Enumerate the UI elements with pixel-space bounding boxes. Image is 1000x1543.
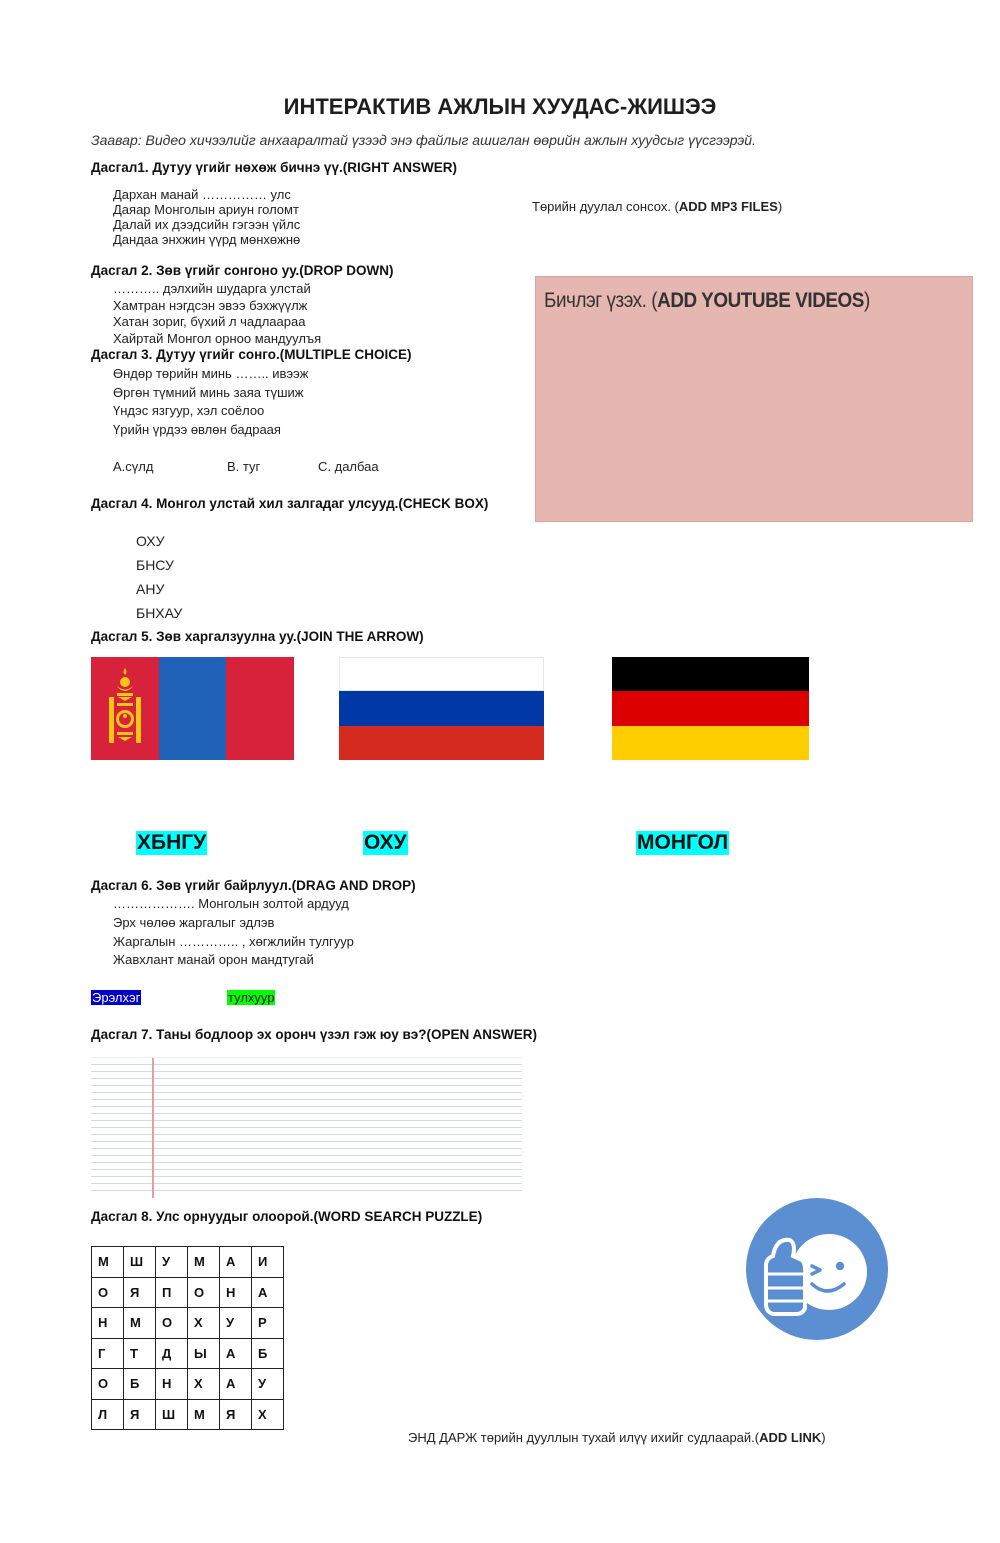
grid-cell[interactable]: А — [220, 1369, 252, 1400]
ex2-line: Хатан зориг, бүхий л чадлаараа — [113, 314, 306, 329]
grid-cell[interactable]: П — [156, 1277, 188, 1308]
grid-cell[interactable]: У — [220, 1308, 252, 1339]
ex6-line: Жаргалын ………….. , хөгжлийн тулгуур — [113, 934, 354, 949]
ex8-heading: Дасгал 8. Улс орнуудыг олоорой.(WORD SEARCH PUZZLE) — [91, 1209, 483, 1224]
instruction-text: Заавар: Видео хичээлийг анхааралтай үзээд энэ файлыг ашиглан өөрийн ажлын хуудсыг үүсгээрэй. — [91, 132, 756, 148]
grid-cell[interactable]: Д — [156, 1338, 188, 1369]
ex1-heading: Дасгал1. Дутуу үгийг нөхөж бичнэ үү.(RIGHT ANSWER) — [91, 160, 457, 175]
country-label-mongolia[interactable]: МОНГОЛ — [637, 831, 729, 854]
notebook-margin — [152, 1058, 154, 1198]
grid-cell[interactable]: И — [252, 1247, 284, 1278]
word-search-grid[interactable] — [91, 1246, 284, 1430]
drag-word[interactable]: тулхуур — [228, 990, 275, 1005]
video-label: Бичлэг үзэх. (ADD YOUTUBE VIDEOS) — [544, 289, 870, 312]
checkbox-item[interactable]: ОХУ — [136, 533, 165, 549]
ex3-line: Үндэс язгуур, хэл соёлоо — [113, 403, 265, 418]
grid-cell[interactable]: У — [156, 1247, 188, 1278]
ex2-heading: Дасгал 2. Зөв үгийг сонгоно уу.(DROP DOWN) — [91, 263, 394, 278]
germany-flag[interactable] — [612, 657, 809, 760]
mongolia-flag[interactable] — [91, 657, 294, 760]
ex1-line: Дандаа энхжин үүрд мөнхөжнө — [113, 232, 301, 247]
grid-cell[interactable]: Х — [252, 1399, 284, 1430]
grid-cell[interactable]: Н — [156, 1369, 188, 1400]
grid-cell[interactable]: М — [188, 1247, 220, 1278]
checkbox-item[interactable]: БНХАУ — [136, 605, 183, 621]
page-title: ИНТЕРАКТИВ АЖЛЫН ХУУДАС-ЖИШЭЭ — [283, 94, 717, 119]
grid-cell[interactable]: О — [156, 1308, 188, 1339]
grid-cell[interactable]: О — [92, 1277, 124, 1308]
grid-cell[interactable]: А — [252, 1277, 284, 1308]
ex1-line: Даяар Монголын ариун голомт — [113, 202, 299, 217]
ex6-heading: Дасгал 6. Зөв үгийг байрлуул.(DRAG AND DROP) — [91, 878, 416, 893]
grid-cell[interactable]: Р — [252, 1308, 284, 1339]
grid-cell[interactable]: Ы — [188, 1338, 220, 1369]
ex3-heading: Дасгал 3. Дутуу үгийг сонго.(MULTIPLE CHOICE) — [91, 347, 412, 362]
open-answer-area[interactable] — [91, 1057, 522, 1197]
ex3-option-a[interactable]: А.сүлд — [113, 459, 154, 474]
ex2-line: Хамтран нэгдсэн эвээ бэхжүүлж — [113, 298, 308, 313]
grid-cell[interactable]: М — [124, 1308, 156, 1339]
grid-cell[interactable]: М — [188, 1399, 220, 1430]
grid-cell[interactable]: Я — [124, 1399, 156, 1430]
add-link-text[interactable]: ЭНД ДАРЖ төрийн дууллын тухай илүү ихийг судлаарай.(ADD LINK) — [408, 1430, 826, 1445]
grid-cell[interactable]: Б — [124, 1369, 156, 1400]
ex3-line: Өндөр төрийн минь …….. ивээж — [113, 366, 309, 381]
grid-cell[interactable]: А — [220, 1247, 252, 1278]
russia-flag[interactable] — [339, 657, 544, 760]
grid-cell[interactable]: Т — [124, 1338, 156, 1369]
ex3-option-b[interactable]: В. туг — [227, 459, 261, 474]
ex6-line: ………………. Монголын золтой ардууд — [113, 896, 349, 911]
country-label-russia[interactable]: ОХУ — [364, 831, 407, 854]
drag-word[interactable]: Эрэлхэг — [92, 990, 141, 1005]
grid-cell[interactable]: Я — [124, 1277, 156, 1308]
ex7-heading: Дасгал 7. Таны бодлоор эх оронч үзэл гэж юу вэ?(OPEN ANSWER) — [91, 1027, 538, 1042]
grid-cell[interactable]: Ш — [156, 1399, 188, 1430]
ex2-line: Хайртай Монгол орноо мандуулъя — [113, 331, 322, 346]
ex1-line: Дархан манай …………… улс — [113, 187, 291, 202]
grid-cell[interactable]: Ш — [124, 1247, 156, 1278]
grid-cell[interactable]: О — [92, 1369, 124, 1400]
checkbox-item[interactable]: БНСУ — [136, 557, 174, 573]
ex3-option-c[interactable]: С. далбаа — [318, 459, 379, 474]
grid-cell[interactable]: Г — [92, 1338, 124, 1369]
grid-cell[interactable]: Л — [92, 1399, 124, 1430]
ex3-line: Өргөн түмний минь заяа түшиж — [113, 385, 304, 400]
ex4-heading: Дасгал 4. Монгол улстай хил залгадаг улсууд.(CHECK BOX) — [91, 496, 489, 511]
video-placeholder[interactable] — [535, 276, 973, 522]
grid-cell[interactable]: Я — [220, 1399, 252, 1430]
ex1-line: Далай их дээдсийн гэгээн үйлс — [113, 217, 301, 232]
country-label-germany[interactable]: ХБНГУ — [137, 831, 207, 854]
ex5-heading: Дасгал 5. Зөв харгалзуулна уу.(JOIN THE ARROW) — [91, 629, 424, 644]
grid-cell[interactable]: У — [252, 1369, 284, 1400]
ex3-line: Үрийн үрдээ өвлөн бадраая — [113, 422, 281, 437]
grid-cell[interactable]: А — [220, 1338, 252, 1369]
grid-cell[interactable]: Х — [188, 1308, 220, 1339]
checkbox-item[interactable]: АНУ — [136, 581, 165, 597]
ex6-line: Жавхлант манай орон мандтугай — [113, 952, 314, 967]
grid-cell[interactable]: Н — [220, 1277, 252, 1308]
audio-note[interactable]: Төрийн дуулал сонсох. (ADD MP3 FILES) — [532, 199, 783, 214]
thumbs-up-wink-icon — [746, 1198, 888, 1340]
grid-cell[interactable]: Б — [252, 1338, 284, 1369]
grid-cell[interactable]: Х — [188, 1369, 220, 1400]
grid-cell[interactable]: М — [92, 1247, 124, 1278]
grid-cell[interactable]: О — [188, 1277, 220, 1308]
ex2-line: ……….. дэлхийн шударга улстай — [113, 281, 311, 296]
grid-cell[interactable]: Н — [92, 1308, 124, 1339]
ex6-line: Эрх чөлөө жаргалыг эдлэв — [113, 915, 275, 930]
